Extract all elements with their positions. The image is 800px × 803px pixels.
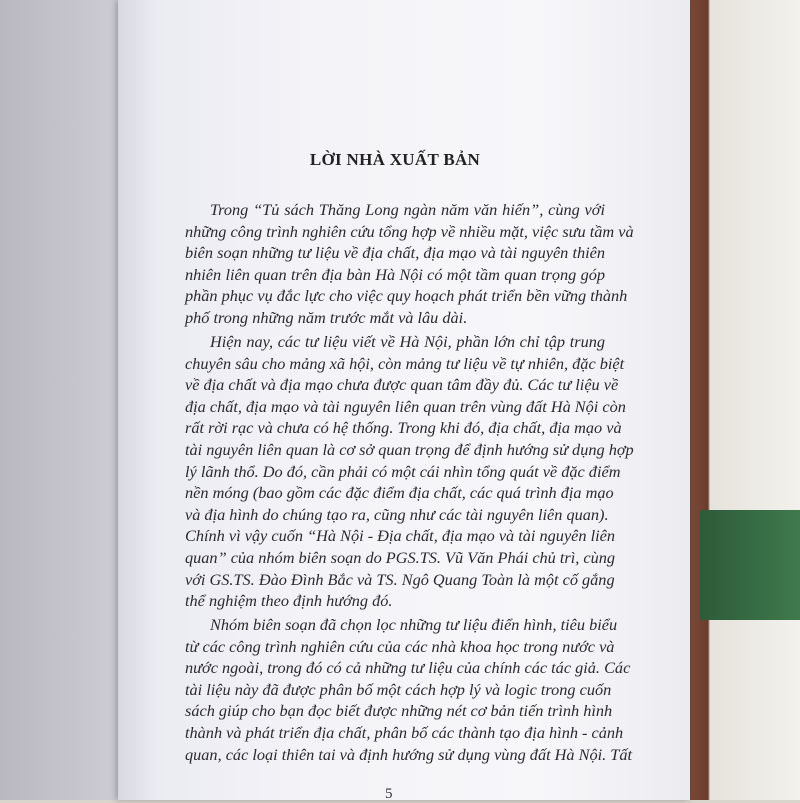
text-line: sách giúp cho bạn đọc biết được những nét cơ bản tiến trình hình (185, 701, 613, 721)
text-line: thành và phát triển địa chất, phân bố các thành tạo địa hình - cảnh (185, 722, 624, 742)
text-line: Hiện nay, các tư liệu viết về Hà Nội, phần lớn chỉ tập trung (210, 332, 605, 351)
text-line: nhiên liên quan trên địa bàn Hà Nội có một tầm quan trọng góp (185, 264, 605, 284)
text-line: quan” của nhóm biên soạn do PGS.TS. Vũ Văn Phái chủ trì, cùng (185, 547, 616, 567)
text-line: lý lãnh thổ. Do đó, cần phải có một cái nhìn tổng quát về đặc điểm (185, 461, 621, 481)
paragraph-1 (185, 199, 634, 329)
page-title: LỜI NHÀ XUẤT BẢN (309, 150, 481, 169)
text-line: phần phục vụ đắc lực cho việc quy hoạch phát triển bền vững thành (185, 286, 628, 306)
paragraph-3 (185, 614, 633, 765)
text-line: và địa hình do chúng tạo ra, cũng như các tài nguyên liên quan). (185, 504, 609, 524)
background-left (0, 0, 130, 800)
text-line: địa chất, địa mạo và tài nguyên liên quan trên vùng đất Hà Nội còn (185, 396, 626, 416)
text-line: thể nghiệm theo định hướng đó. (185, 591, 393, 611)
text-line: nền móng (bao gồm các đặc điểm địa chất, các quá trình địa mạo (185, 483, 614, 503)
text-line: từ các công trình nghiên cứu của các nhà khoa học trong nước và (185, 636, 615, 656)
text-line: những công trình nghiên cứu tổng hợp về nhiều mặt, việc sưu tầm và (185, 221, 634, 241)
text-line: quan, các loại thiên tai và định hướng sử dụng vùng đất Hà Nội. Tất (185, 744, 633, 764)
text-line: với GS.TS. Đào Đình Bắc và TS. Ngô Quang Toàn là một cố gắng (185, 569, 615, 589)
text-line: Nhóm biên soạn đã chọn lọc những tư liệu điển hình, tiêu biểu (210, 615, 618, 634)
text-line: Chính vì vậy cuốn “Hà Nội - Địa chất, địa mạo và tài nguyên liên (185, 526, 616, 546)
text-line: Trong “Tủ sách Thăng Long ngàn năm văn hiến”, cùng với (210, 200, 605, 219)
text-line: biên soạn những tư liệu về địa chất, địa mạo và tài nguyên thiên (185, 243, 605, 263)
text-line: rất rời rạc và chưa có hệ thống. Trong khi đó, địa chất, địa mạo và (185, 418, 622, 438)
book-cover-edge (690, 0, 800, 800)
text-line: tài liệu này đã được phân bố một cách hợp lý và logic trong cuốn (185, 679, 612, 699)
paragraph-2 (185, 331, 634, 612)
background-object (700, 510, 800, 620)
page-number: 5 (385, 786, 393, 802)
text-line: về địa chất và địa mạo chưa được quan tâm đầy đủ. Các tư liệu về (185, 375, 619, 395)
text-line: chuyên sâu cho mảng xã hội, còn mảng tư liệu về tự nhiên, đặc biệt (185, 353, 625, 373)
text-line: tài nguyên liên quan là cơ sở quan trọng để định hướng sử dụng hợp (185, 439, 634, 459)
text-line: phố trong những năm trước mắt và lâu dài. (185, 307, 468, 327)
text-line: nước ngoài, trong đó có cả những tư liệu của chính các tác giả. Các (185, 658, 631, 678)
